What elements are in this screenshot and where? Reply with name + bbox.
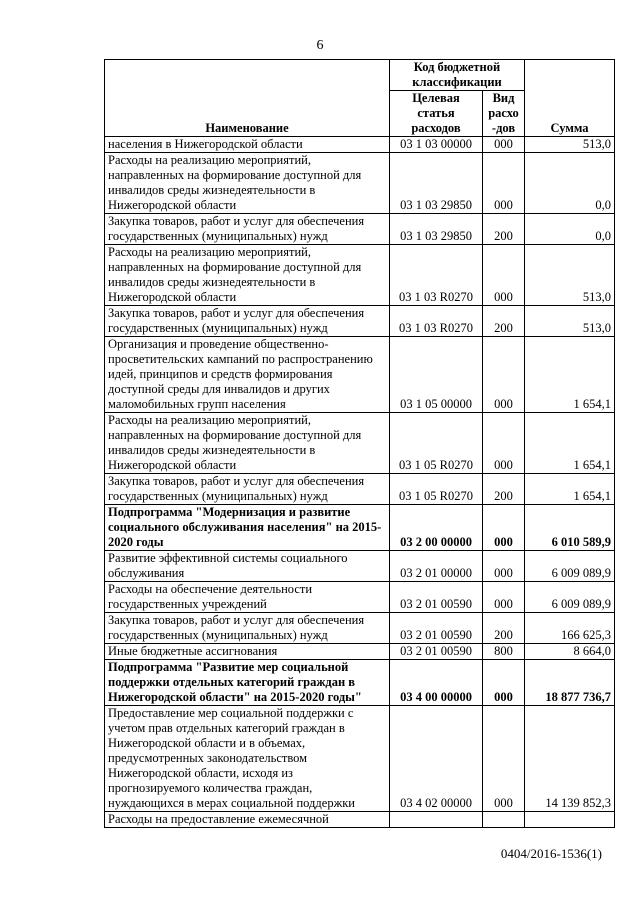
row-sum-cell [525,812,615,828]
row-sum-cell: 0,0 [525,153,615,214]
row-name-cell: Иные бюджетные ассигнования [105,644,390,660]
row-type-cell: 000 [483,245,525,306]
row-name-cell: Развитие эффективной системы социального обслуживания [105,551,390,582]
row-name-cell: Организация и проведение общественно-просветительских кампаний по распространению идей, принципов и средств формирования доступной среды для инвалидов и других маломобильных групп населения [105,337,390,413]
row-code-cell: 03 1 05 00000 [390,337,483,413]
row-type-cell: 000 [483,505,525,551]
table-row [105,153,615,214]
header-type: Вид расхо -дов [483,91,525,137]
table-row [105,413,615,474]
row-type-cell: 000 [483,413,525,474]
row-code-cell: 03 2 01 00590 [390,582,483,613]
row-name-cell: Закупка товаров, работ и услуг для обеспечения государственных (муниципальных) нужд [105,613,390,644]
page-number: 6 [316,38,324,53]
table-row [105,660,615,706]
row-code-cell: 03 1 03 R0270 [390,245,483,306]
row-name-cell: Расходы на реализацию мероприятий, направленных на формирование доступной для инвалидов среды жизнедеятельности в Нижегородской области [105,245,390,306]
table-row [105,551,615,582]
row-sum-cell: 513,0 [525,245,615,306]
row-name-cell: Расходы на реализацию мероприятий, направленных на формирование доступной для инвалидов среды жизнедеятельности в Нижегородской области [105,153,390,214]
row-code-cell: 03 4 00 00000 [390,660,483,706]
row-code-cell: 03 1 03 R0270 [390,306,483,337]
row-code-cell: 03 1 03 00000 [390,137,483,153]
row-type-cell: 000 [483,551,525,582]
table-row [105,337,615,413]
row-sum-cell: 14 139 852,3 [525,706,615,812]
row-type-cell [483,812,525,828]
table-row [105,582,615,613]
row-name-cell: Закупка товаров, работ и услуг для обеспечения государственных (муниципальных) нужд [105,306,390,337]
header-name: Наименование [105,60,390,137]
row-code-cell: 03 1 05 R0270 [390,474,483,505]
row-sum-cell: 1 654,1 [525,474,615,505]
table-row [105,137,615,153]
row-code-cell: 03 2 00 00000 [390,505,483,551]
table-row [105,245,615,306]
row-name-cell: Расходы на реализацию мероприятий, направленных на формирование доступной для инвалидов среды жизнедеятельности в Нижегородской области [105,413,390,474]
row-code-cell: 03 1 05 R0270 [390,413,483,474]
table-body [105,137,615,828]
row-sum-cell: 6 009 089,9 [525,582,615,613]
table-row [105,706,615,812]
row-sum-cell: 513,0 [525,306,615,337]
row-sum-cell: 1 654,1 [525,337,615,413]
document-number: 0404/2016-1536(1) [500,846,602,861]
header-target: Целевая статья расходов [390,91,483,137]
row-sum-cell: 0,0 [525,214,615,245]
row-sum-cell: 513,0 [525,137,615,153]
budget-table [104,59,615,828]
row-type-cell: 200 [483,474,525,505]
row-sum-cell: 166 625,3 [525,613,615,644]
row-name-cell: Подпрограмма "Развитие мер социальной поддержки отдельных категорий граждан в Нижегородской области" на 2015-2020 годы" [105,660,390,706]
header-row [105,60,615,91]
row-type-cell: 000 [483,582,525,613]
table-row [105,812,615,828]
row-name-cell: Закупка товаров, работ и услуг для обеспечения государственных (муниципальных) нужд [105,474,390,505]
header-code-group: Код бюджетной классификации [390,60,525,91]
table-row [105,505,615,551]
row-name-cell: населения в Нижегородской области [105,137,390,153]
row-type-cell: 200 [483,214,525,245]
row-type-cell: 000 [483,706,525,812]
row-type-cell: 000 [483,153,525,214]
row-sum-cell: 1 654,1 [525,413,615,474]
table-row [105,214,615,245]
row-sum-cell: 6 010 589,9 [525,505,615,551]
row-sum-cell: 8 664,0 [525,644,615,660]
header-sum: Сумма [525,60,615,137]
row-type-cell: 000 [483,337,525,413]
row-type-cell: 000 [483,137,525,153]
row-type-cell: 800 [483,644,525,660]
row-type-cell: 000 [483,660,525,706]
row-name-cell: Подпрограмма "Модернизация и развитие социального обслуживания населения" на 2015-2020 годы [105,505,390,551]
row-name-cell: Расходы на предоставление ежемесячной [105,812,390,828]
row-code-cell [390,812,483,828]
row-code-cell: 03 4 02 00000 [390,706,483,812]
row-name-cell: Предоставление мер социальной поддержки с учетом прав отдельных категорий граждан в Нижегородской области и в объемах, предусмотренных законодательством Нижегородской области, исходя из прогнозируемого количества граждан, нуждающихся в мерах социальной поддержки [105,706,390,812]
row-type-cell: 200 [483,613,525,644]
row-name-cell: Закупка товаров, работ и услуг для обеспечения государственных (муниципальных) нужд [105,214,390,245]
row-sum-cell: 18 877 736,7 [525,660,615,706]
row-name-cell: Расходы на обеспечение деятельности государственных учреждений [105,582,390,613]
row-code-cell: 03 2 01 00590 [390,613,483,644]
row-code-cell: 03 2 01 00000 [390,551,483,582]
table-row [105,306,615,337]
table-row [105,613,615,644]
row-code-cell: 03 2 01 00590 [390,644,483,660]
row-sum-cell: 6 009 089,9 [525,551,615,582]
row-code-cell: 03 1 03 29850 [390,214,483,245]
table-row [105,474,615,505]
table-row [105,644,615,660]
row-type-cell: 200 [483,306,525,337]
row-code-cell: 03 1 03 29850 [390,153,483,214]
